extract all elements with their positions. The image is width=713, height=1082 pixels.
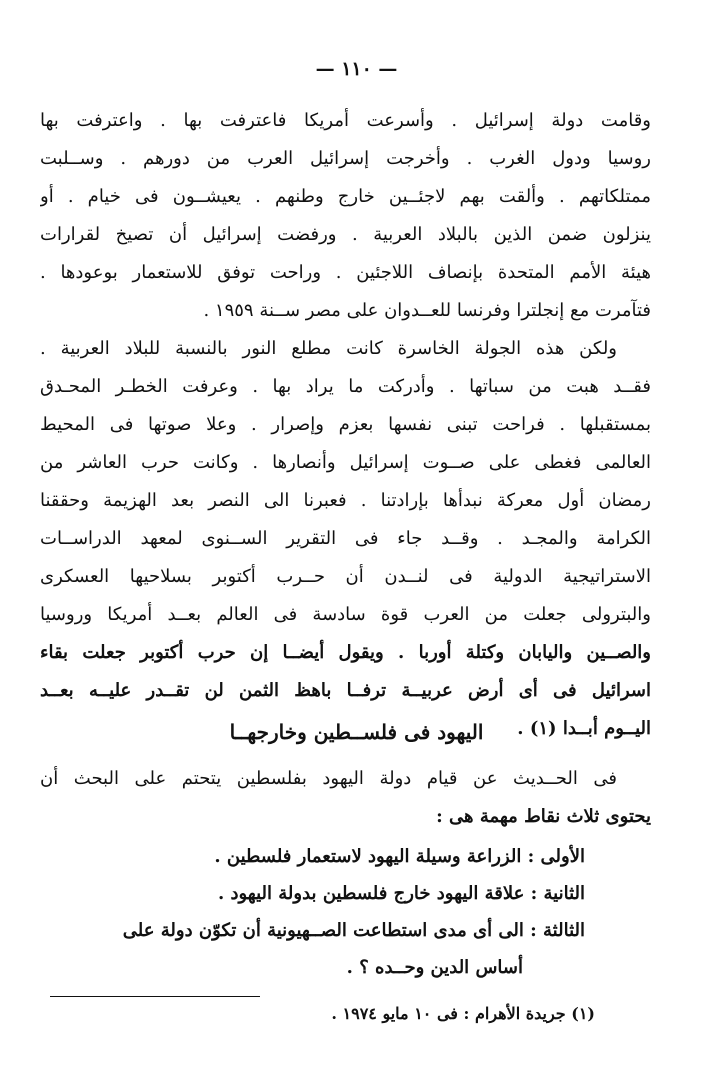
list-item: أساس الدين وحــده ؟ . (346, 957, 523, 978)
page-number: — ١١٠ — (315, 58, 398, 80)
footnote-divider (50, 996, 260, 997)
text-line: ينزلون ضمن الذين بالبلاد العربية . ورفضت إسرائيل أن تصيخ لقرارات (40, 224, 651, 245)
text-line: هيئة الأمم المتحدة بإنصاف اللاجئين . وراحت توفق للاستعمار بوعودها . (40, 262, 651, 283)
text-line: رمضان أول معركة نبدأها بإرادتنا . فعبرنا الى النصر بعد الهزيمة وحققنا (40, 490, 651, 511)
text-line: وقامت دولة إسرائيل . وأسرعت أمريكا فاعترفت بها . واعترفت بها (40, 110, 651, 131)
body-text (40, 102, 651, 748)
text-line: فتآمرت مع إنجلترا وفرنسا للعــدوان على مصر ســنة ١٩٥٩ . (203, 300, 651, 321)
text-line: روسيا ودول الغرب . وأخرجت إسرائيل العرب من دورهم . وســلبت (40, 148, 651, 169)
text-line: ولكن هذه الجولة الخاسرة كانت مطلع النور بالنسبة للبلاد العربية . (40, 338, 617, 359)
text-line: الاستراتيجية الدولية فى لنــدن أن حــرب أكتوبر بسلاحيها العسكرى (40, 566, 651, 587)
footnote: (١) جريدة الأهرام : فى ١٠ مايو ١٩٧٤ . (331, 1004, 595, 1023)
list-item: الأولى : الزراعة وسيلة اليهود لاستعمار فلسطين . (214, 846, 585, 867)
paragraph-2 (40, 330, 651, 748)
text-line: ممتلكاتهم . وألقت بهم لاجئــين خارج وطنهم . يعيشــون فى خيام . أو (40, 186, 651, 207)
text-line: اليــوم أبــدا (١) . (517, 718, 651, 739)
text-line: الكرامة والمجـد . وقــد جاء فى التقرير الســنوى لمعهد الدراســات (40, 528, 651, 549)
text-line: العالمى فغطى على صــوت إسرائيل وأنصارها . وكانت حرب العاشر من (40, 452, 651, 473)
text-line: والبترولى جعلت من العرب قوة سادسة فى العالم بعــد أمريكا وروسيا (40, 604, 651, 625)
paragraph-1 (40, 102, 651, 330)
intro-paragraph (40, 760, 651, 836)
text-line: يحتوى ثلاث نقاط مهمة هى : (436, 806, 651, 827)
list-item: الثالثة : الى أى مدى استطاعت الصــهيونية أن تكوّن دولة على (122, 920, 585, 941)
text-line: والصــين واليابان وكتلة أوربا . ويقول أيضــا إن حرب أكتوبر جعلت بقاء (40, 642, 651, 663)
text-line: بمستقبلها . فراحت تبنى نفسها بعزم وإصرار . وعلا صوتها فى المحيط (40, 414, 651, 435)
text-line: اسرائيل فى أى أرض عربيــة ترفــا باهظ الثمن لن تقــدر عليــه بعــد (40, 680, 651, 701)
text-line: فى الحــديث عن قيام دولة اليهود بفلسطين يتحتم على البحث أن (40, 768, 617, 789)
text-line: فقــد هبت من سباتها . وأدركت ما يراد بها . وعرفت الخطـر المحـدق (40, 376, 651, 397)
section-heading: اليهود فى فلســطين وخارجهــا (229, 720, 484, 744)
points-list (40, 838, 651, 986)
list-item: الثانية : علاقة اليهود خارج فلسطين بدولة اليهود . (217, 883, 585, 904)
